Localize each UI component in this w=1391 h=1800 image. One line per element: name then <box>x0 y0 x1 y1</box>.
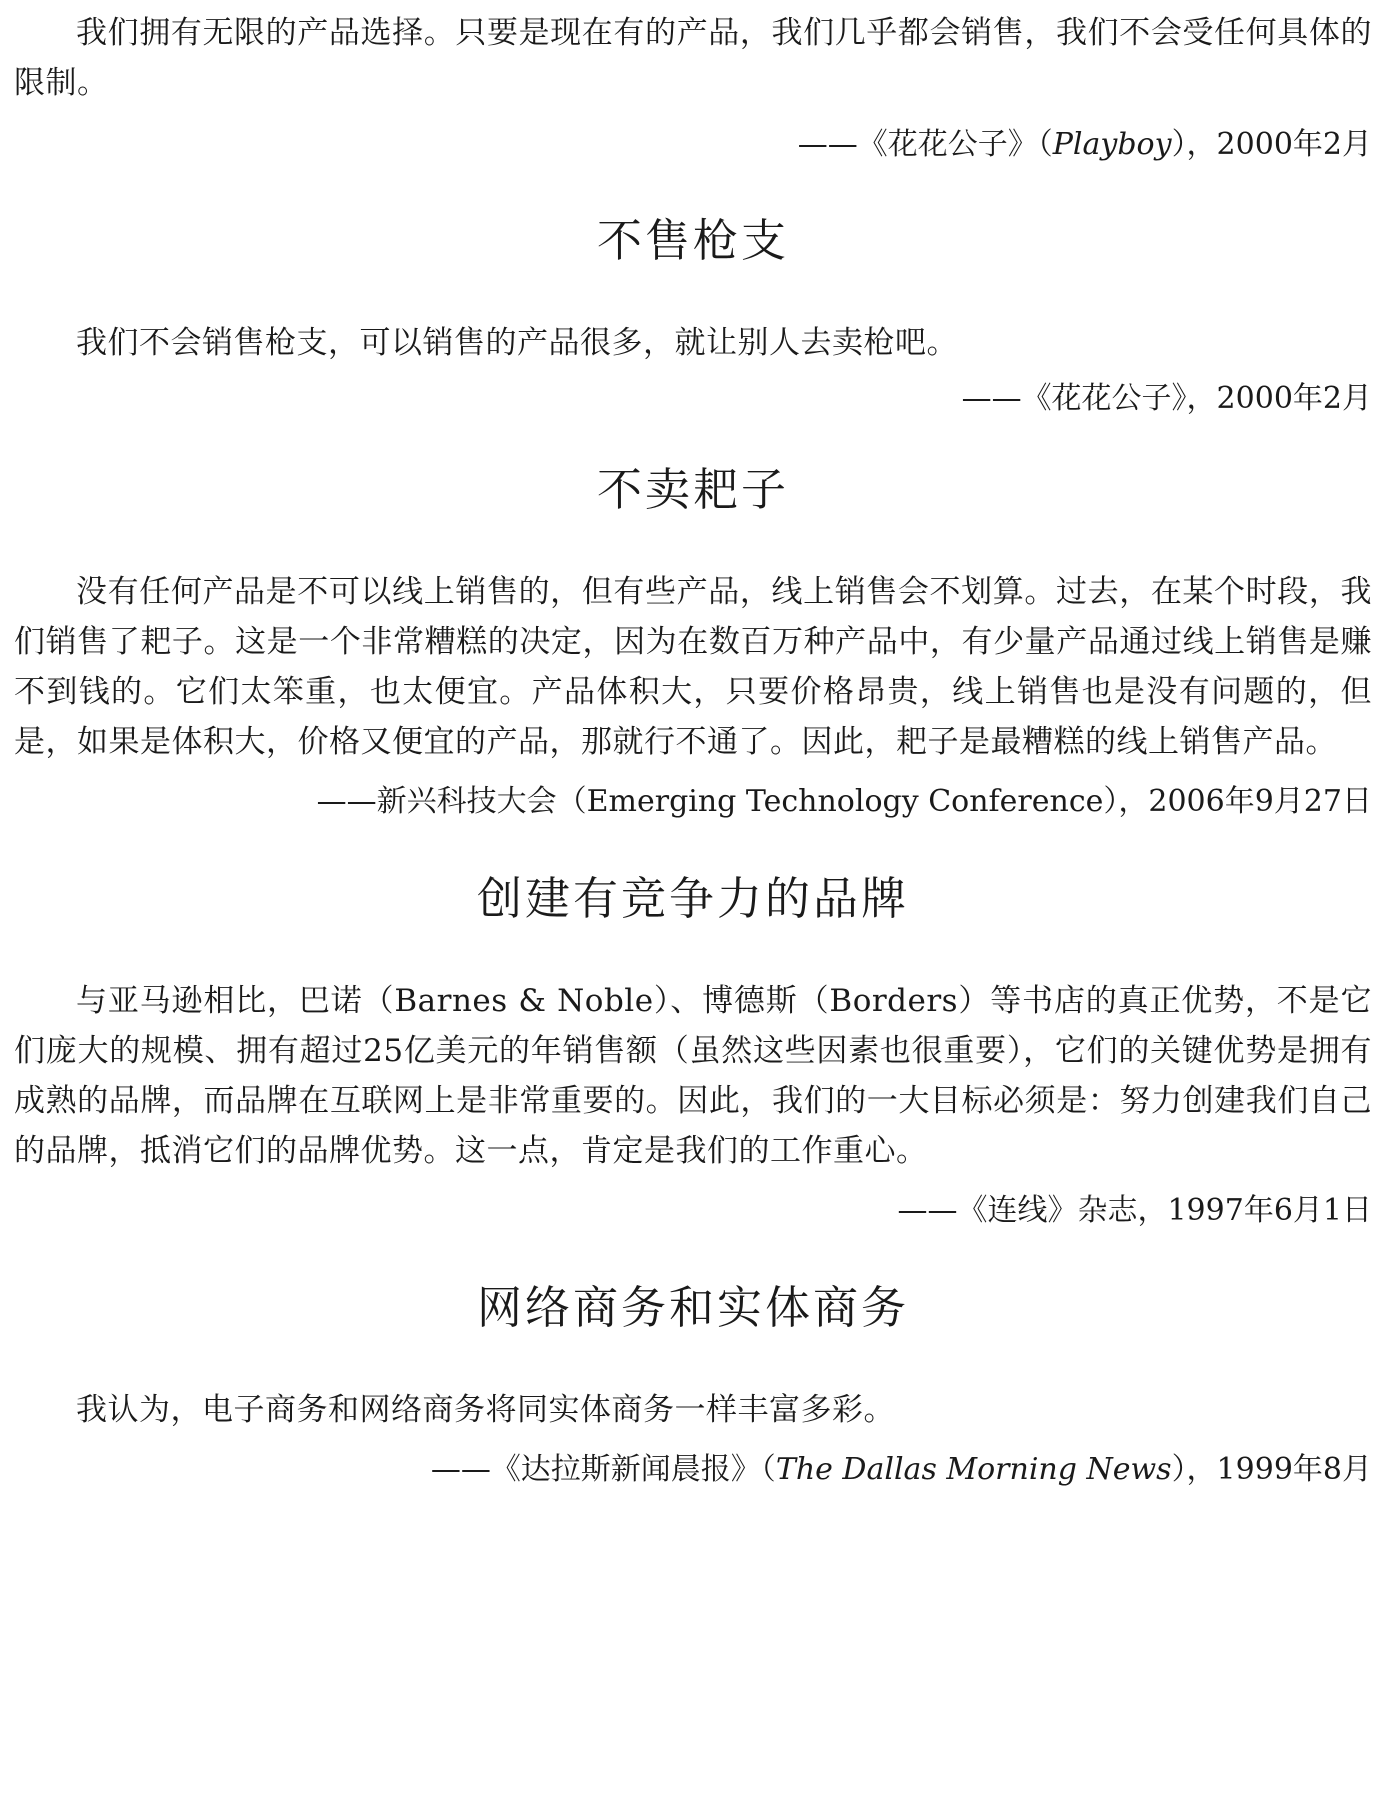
quote-paragraph: 与亚马逊相比，巴诺（Barnes & Noble）、博德斯（Borders）等书店的真正优势，不是它们庞大的规模、拥有超过25亿美元的年销售额（虽然这些因素也很重要），它们的关键优势是拥有成熟的品牌，而品牌在互联网上是非常重要的。因此，我们的一大目标必须是：努力创建我们自己的品牌，抵消它们的品牌优势。这一点，肯定是我们的工作重心。 <box>14 983 1372 1169</box>
quote-paragraph: 我们拥有无限的产品选择。只要是现在有的产品，我们几乎都会销售，我们不会受任何具体的限制。 <box>14 15 1372 101</box>
source-prefix: ——《花花公子》，2000年2月 <box>961 381 1372 416</box>
section-heading: 网络商务和实体商务 <box>476 1281 909 1334</box>
quote-source <box>14 779 1372 825</box>
source-suffix: ），1999年8月 <box>1171 1452 1372 1487</box>
quote-paragraph: 我认为，电子商务和网络商务将同实体商务一样丰富多彩。 <box>76 1392 895 1428</box>
source-suffix: ），2000年2月 <box>1171 127 1372 162</box>
section-heading: 创建有竞争力的品牌 <box>476 872 909 925</box>
quote-paragraph: 没有任何产品是不可以线上销售的，但有些产品，线上销售会不划算。过去，在某个时段，我们销售了耙子。这是一个非常糟糕的决定，因为在数百万种产品中，有少量产品通过线上销售是赚不到钱的。它们太笨重，也太便宜。产品体积大，只要价格昂贵，线上销售也是没有问题的，但是，如果是体积大，价格又便宜的产品，那就行不通了。因此，耙子是最糟糕的线上销售产品。 <box>14 574 1372 760</box>
section-heading: 不卖耙子 <box>596 463 789 516</box>
source-prefix: ——《达拉斯新闻晨报》（ <box>430 1452 776 1487</box>
source-prefix: ——新兴科技大会（Emerging Technology Conference），2006年9月27日 <box>316 784 1372 819</box>
source-italic: The Dallas Morning News <box>775 1452 1172 1487</box>
quote-paragraph: 我们不会销售枪支，可以销售的产品很多，就让别人去卖枪吧。 <box>76 325 958 361</box>
quote-source <box>14 122 1372 168</box>
quote-source <box>14 1188 1372 1234</box>
source-italic: Playboy <box>1052 127 1172 162</box>
section-heading: 不售枪支 <box>596 214 789 267</box>
source-prefix: ——《花花公子》（ <box>797 127 1053 162</box>
quote-source <box>14 1447 1372 1493</box>
quote-source <box>14 376 1372 422</box>
source-prefix: ——《连线》杂志，1997年6月1日 <box>897 1193 1372 1228</box>
